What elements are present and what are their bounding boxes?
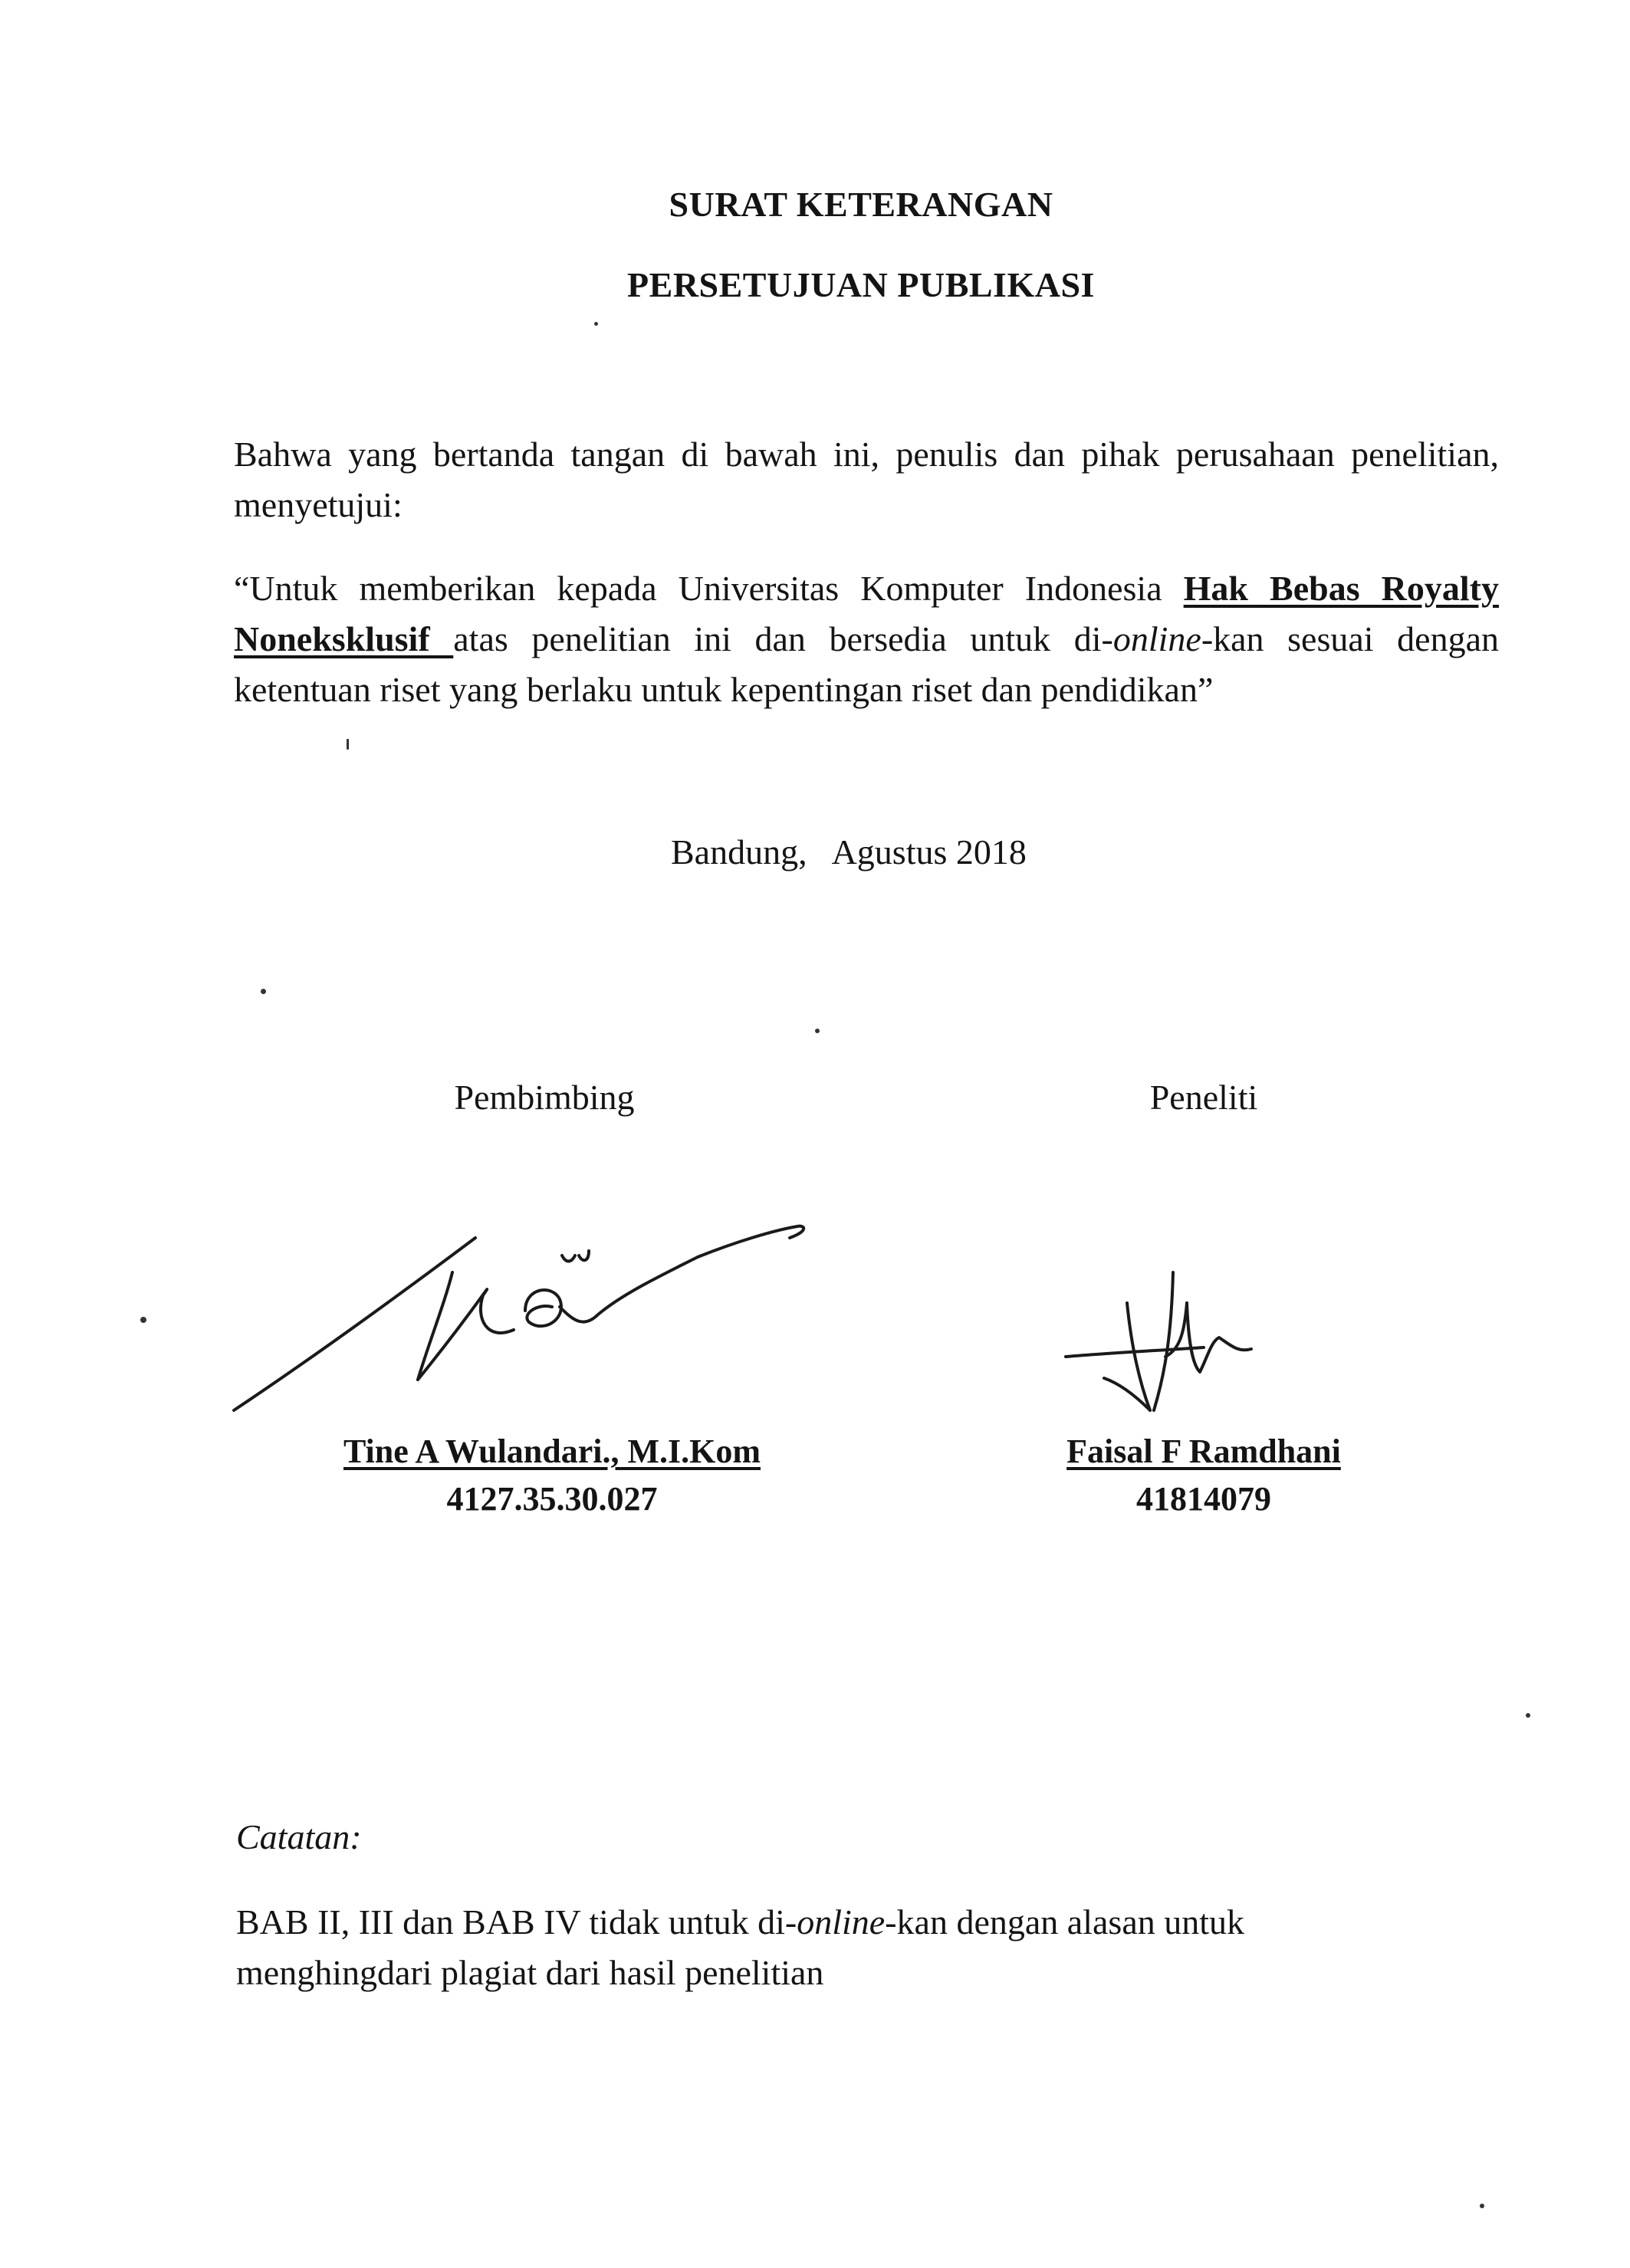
scan-speck	[347, 739, 349, 750]
researcher-name: Faisal F Ramdhani	[1066, 1433, 1341, 1470]
researcher-signature	[1050, 1257, 1296, 1433]
date-line	[671, 832, 1027, 872]
agreement-text-part1: “Untuk memberikan kepada Universitas Komputer Indonesia	[234, 569, 1184, 608]
advisor-role: Pembimbing	[454, 1078, 635, 1117]
scan-speck	[261, 989, 266, 994]
note-text-part2: -kan dengan alasan untuk menghingdari plagiat dari hasil penelitian	[236, 1902, 1245, 1992]
intro-paragraph: Bahwa yang bertanda tangan di bawah ini, penulis dan pihak perusahaan penelitian, menyetujui:	[234, 435, 1499, 524]
date-month-year: Agustus 2018	[831, 832, 1027, 871]
agreement-text-part3: -kan sesuai dengan ketentuan riset yang berlaku untuk kepentingan riset dan pendidikan”	[234, 619, 1499, 709]
note-label: Catatan:	[236, 1817, 362, 1856]
researcher-role: Peneliti	[1149, 1078, 1258, 1117]
advisor-signature	[222, 1165, 820, 1441]
researcher-id: 41814079	[1136, 1480, 1271, 1518]
scan-speck	[1480, 2204, 1484, 2208]
note-text-part1: BAB II, III dan BAB IV tidak untuk di-	[236, 1902, 797, 1941]
scan-speck	[1526, 1713, 1530, 1718]
royalty-emphasis: Hak Bebas Royalty Noneksklusif	[234, 569, 1499, 658]
advisor-id: 4127.35.30.027	[446, 1480, 658, 1518]
note-text	[236, 1897, 1386, 1998]
date-city: Bandung,	[671, 832, 807, 871]
advisor-name: Tine A Wulandari., M.I.Kom	[343, 1433, 761, 1470]
scan-speck	[815, 1029, 820, 1033]
scan-speck	[140, 1317, 146, 1323]
document-subtitle: PERSETUJUAN PUBLIKASI	[627, 265, 1095, 304]
note-online-italic: online	[797, 1902, 886, 1941]
document-title: SURAT KETERANGAN	[669, 185, 1053, 224]
scan-speck	[594, 322, 598, 326]
agreement-text-part2: atas penelitian ini dan bersedia untuk di-	[453, 619, 1113, 658]
online-italic: online	[1112, 619, 1201, 658]
agreement-paragraph	[234, 563, 1499, 715]
